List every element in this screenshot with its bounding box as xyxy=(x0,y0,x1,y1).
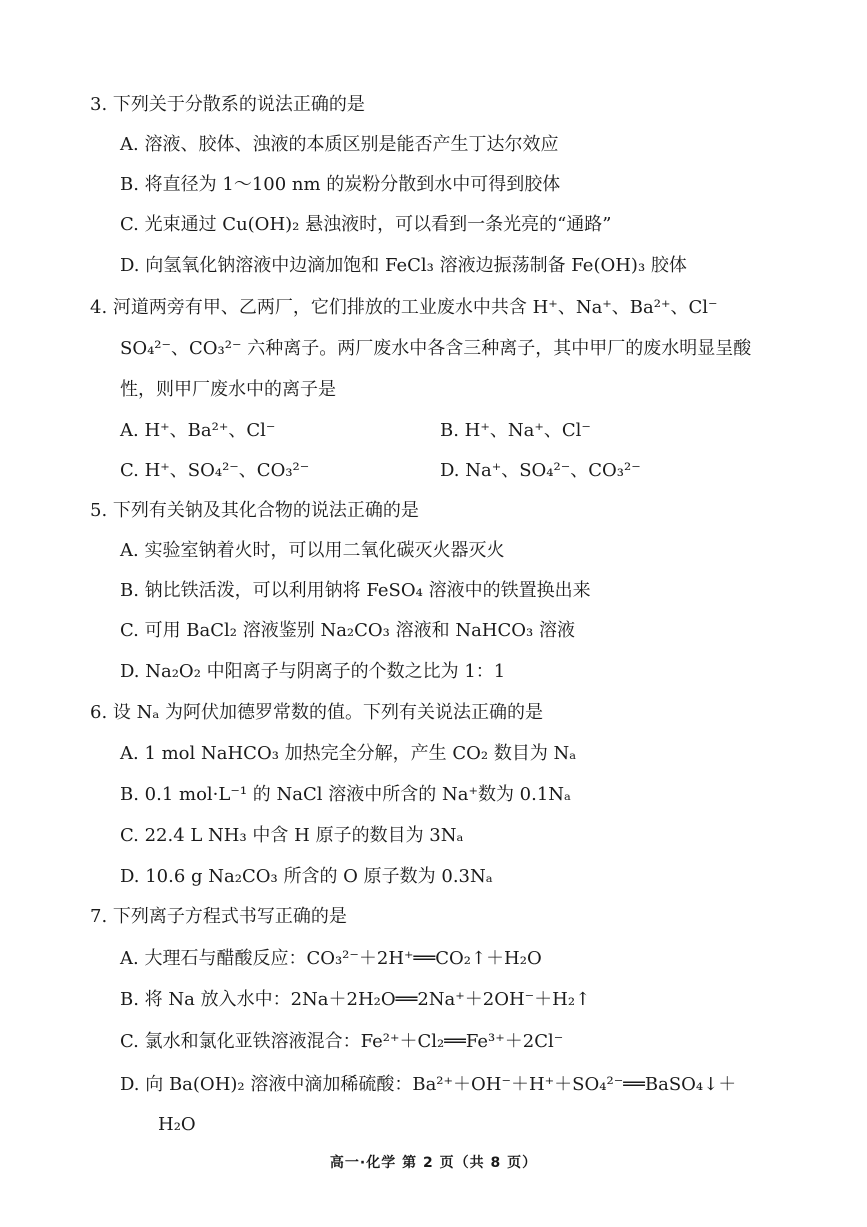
question-7-option-a: A. 大理石与醋酸反应：CO₃²⁻＋2H⁺══CO₂↑＋H₂O xyxy=(120,948,542,969)
question-5-option-a: A. 实验室钠着火时，可以用二氧化碳灭火器灭火 xyxy=(120,540,505,561)
question-4-option-a: A. H⁺、Ba²⁺、Cl⁻ xyxy=(120,420,276,441)
question-7-stem: 7. 下列离子方程式书写正确的是 xyxy=(90,906,347,927)
question-7-option-b: B. 将 Na 放入水中：2Na＋2H₂O══2Na⁺＋2OH⁻＋H₂↑ xyxy=(120,989,591,1010)
question-7-option-d-line-2: H₂O xyxy=(158,1114,196,1135)
question-5-option-c: C. 可用 BaCl₂ 溶液鉴别 Na₂CO₃ 溶液和 NaHCO₃ 溶液 xyxy=(120,620,575,641)
question-3-option-b: B. 将直径为 1～100 nm 的炭粉分散到水中可得到胶体 xyxy=(120,174,561,195)
question-4-stem-line-1: 4. 河道两旁有甲、乙两厂，它们排放的工业废水中共含 H⁺、Na⁺、Ba²⁺、Cl⁻ xyxy=(90,297,718,318)
question-3-option-c: C. 光束通过 Cu(OH)₂ 悬浊液时，可以看到一条光亮的“通路” xyxy=(120,214,612,235)
question-4-stem-line-3: 性，则甲厂废水中的离子是 xyxy=(120,379,336,400)
question-4-option-d: D. Na⁺、SO₄²⁻、CO₃²⁻ xyxy=(440,460,641,481)
question-3-stem: 3. 下列关于分散系的说法正确的是 xyxy=(90,94,365,115)
question-7-option-c: C. 氯水和氯化亚铁溶液混合：Fe²⁺＋Cl₂══Fe³⁺＋2Cl⁻ xyxy=(120,1031,564,1052)
question-6-option-c: C. 22.4 L NH₃ 中含 H 原子的数目为 3Nₐ xyxy=(120,825,464,846)
question-5-option-d: D. Na₂O₂ 中阳离子与阴离子的个数之比为 1：1 xyxy=(120,661,506,682)
question-7-option-d-line-1: D. 向 Ba(OH)₂ 溶液中滴加稀硫酸：Ba²⁺＋OH⁻＋H⁺＋SO₄²⁻══BaSO₄↓＋ xyxy=(120,1074,737,1095)
question-4-option-c: C. H⁺、SO₄²⁻、CO₃²⁻ xyxy=(120,460,310,481)
question-6-option-d: D. 10.6 g Na₂CO₃ 所含的 O 原子数为 0.3Nₐ xyxy=(120,866,493,887)
question-6-option-a: A. 1 mol NaHCO₃ 加热完全分解，产生 CO₂ 数目为 Nₐ xyxy=(120,743,577,764)
question-4-stem-line-2: SO₄²⁻、CO₃²⁻ 六种离子。两厂废水中各含三种离子，其中甲厂的废水明显呈酸 xyxy=(120,338,752,359)
question-6-stem: 6. 设 Nₐ 为阿伏加德罗常数的值。下列有关说法正确的是 xyxy=(90,702,544,723)
question-3-option-d: D. 向氢氧化钠溶液中边滴加饱和 FeCl₃ 溶液边振荡制备 Fe(OH)₃ 胶体 xyxy=(120,255,687,276)
question-5-option-b: B. 钠比铁活泼，可以利用钠将 FeSO₄ 溶液中的铁置换出来 xyxy=(120,580,591,601)
question-6-option-b: B. 0.1 mol·L⁻¹ 的 NaCl 溶液中所含的 Na⁺数为 0.1Nₐ xyxy=(120,784,571,805)
question-3-option-a: A. 溶液、胶体、浊液的本质区别是能否产生丁达尔效应 xyxy=(120,134,559,155)
question-4-option-b: B. H⁺、Na⁺、Cl⁻ xyxy=(440,420,591,441)
page-footer: 高一·化学 第 2 页（共 8 页） xyxy=(329,1155,538,1171)
question-5-stem: 5. 下列有关钠及其化合物的说法正确的是 xyxy=(90,500,419,521)
